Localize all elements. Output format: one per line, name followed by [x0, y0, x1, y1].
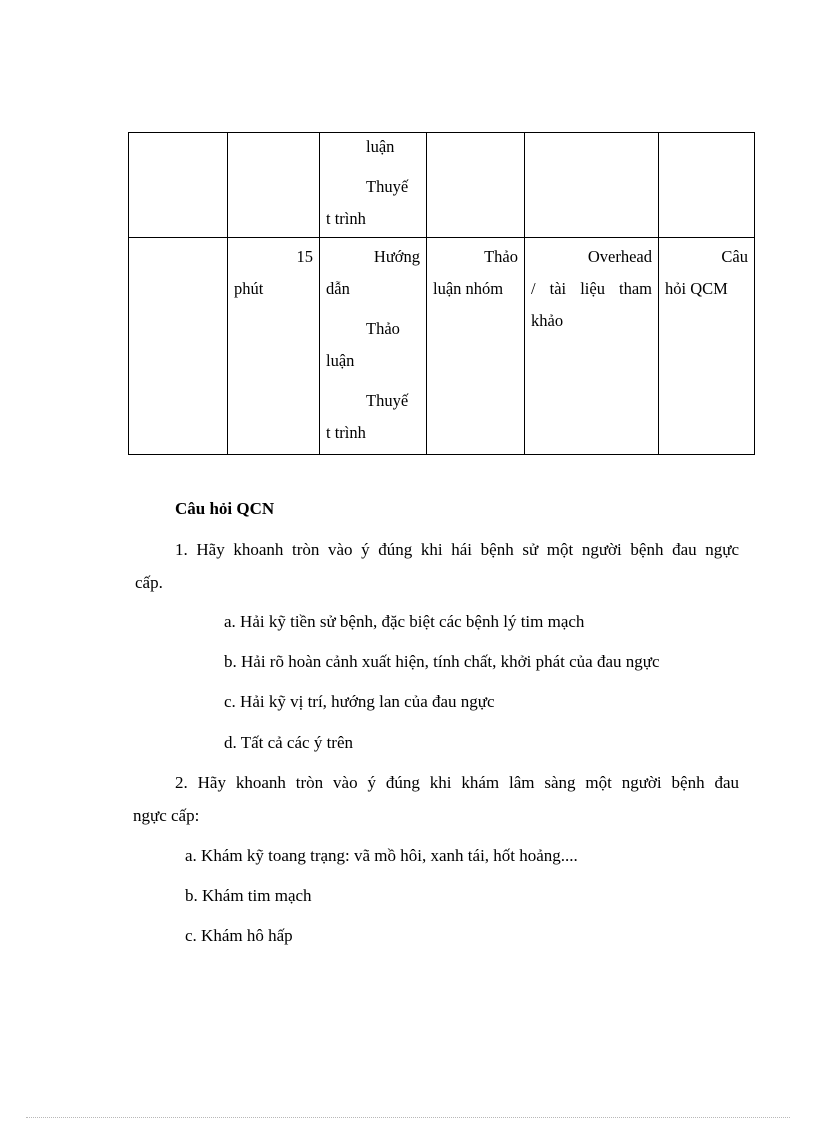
- section-heading: Câu hỏi QCN: [175, 499, 275, 518]
- table-cell-evaluation: [659, 238, 755, 455]
- cell-text: luận nhóm: [433, 279, 504, 298]
- cell-text: phút: [234, 279, 264, 298]
- cell-text: hỏi QCM: [665, 279, 728, 298]
- cell-text: Hướng: [373, 247, 420, 266]
- table-cell-method: [320, 133, 427, 238]
- table-cell: [659, 133, 755, 238]
- cell-text: t trình: [326, 423, 366, 442]
- cell-text: dẫn: [326, 279, 350, 298]
- question-1-text-cont: cấp.: [135, 573, 163, 592]
- cell-text: khảo: [531, 311, 564, 330]
- cell-text: / tài liệu tham: [531, 279, 652, 298]
- cell-text: Câu: [721, 247, 748, 266]
- question-1-text: 1. Hãy khoanh tròn vào ý đúng khi hái bệnh sử một người bệnh đau ngực: [175, 540, 739, 559]
- cell-text: t trình: [326, 209, 366, 228]
- cell-text: luận: [366, 137, 395, 156]
- table-cell: [427, 133, 525, 238]
- table-cell: [129, 238, 228, 455]
- table-row: [129, 133, 755, 238]
- table-cell: [525, 133, 659, 238]
- cell-text: Thuyế: [366, 177, 409, 196]
- question-2-option-a: a. Khám kỹ toang trạng: vã mồ hôi, xanh tái, hốt hoảng....: [185, 846, 578, 865]
- question-2-text-cont: ngực cấp:: [133, 806, 200, 825]
- question-1-option-b: b. Hải rõ hoàn cảnh xuất hiện, tính chất, khởi phát của đau ngực: [224, 652, 660, 671]
- cell-text: 15: [296, 247, 313, 266]
- question-1-option-c: c. Hải kỹ vị trí, hướng lan của đau ngực: [224, 692, 495, 711]
- table-cell: [228, 133, 320, 238]
- table-cell-materials: [525, 238, 659, 455]
- cell-text: luận: [326, 351, 355, 370]
- question-1-option-d: d. Tất cả các ý trên: [224, 733, 354, 752]
- question-2-text: 2. Hãy khoanh tròn vào ý đúng khi khám lâm sàng một người bệnh đau: [175, 773, 739, 792]
- table-cell: [129, 133, 228, 238]
- lesson-plan-table: [128, 132, 755, 455]
- table-cell-method: [320, 238, 427, 455]
- question-2-option-c: c. Khám hô hấp: [185, 926, 293, 945]
- cell-text: Thảo: [366, 319, 400, 338]
- cell-text: Thảo: [484, 247, 518, 266]
- page-bottom-divider: [26, 1117, 790, 1118]
- cell-text: Thuyế: [366, 391, 409, 410]
- question-1-option-a: a. Hải kỹ tiền sử bệnh, đặc biệt các bệnh lý tim mạch: [224, 612, 585, 631]
- table-cell-activity: [427, 238, 525, 455]
- table-row: [129, 238, 755, 455]
- cell-text: Overhead: [587, 247, 652, 266]
- table-cell-time: [228, 238, 320, 455]
- question-2-option-b: b. Khám tim mạch: [185, 886, 312, 905]
